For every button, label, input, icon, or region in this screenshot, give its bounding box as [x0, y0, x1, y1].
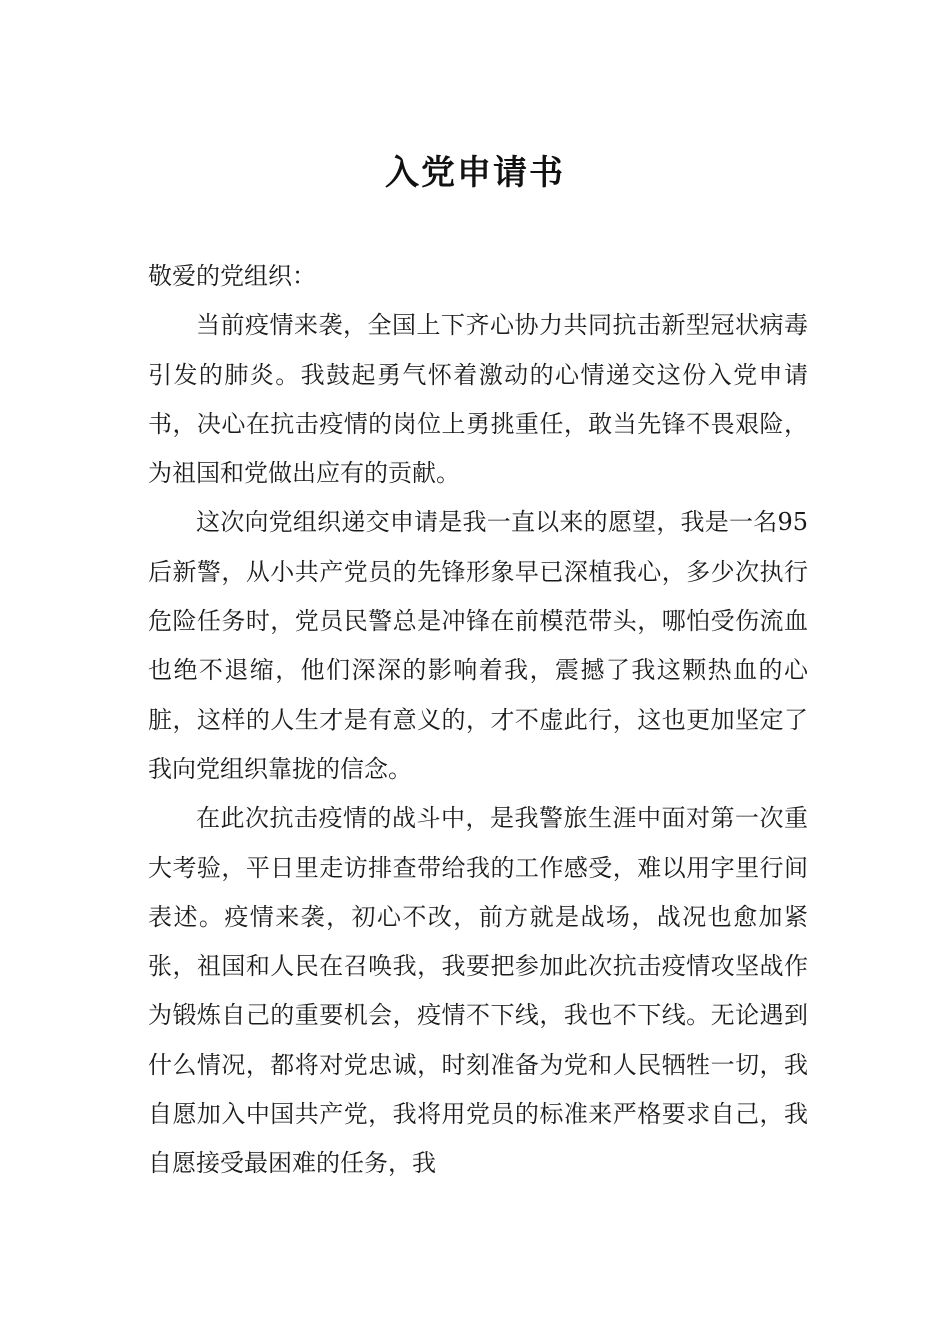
paragraph: 这次向党组织递交申请是我一直以来的愿望，我是一名95后新警，从小共产党员的先锋形象早已深植我心，多少次执行危险任务时，党员民警总是冲锋在前模范带头，哪怕受伤流血也绝不退缩，他们深深的影响着我，震撼了我这颗热血的心脏，这样的人生才是有意义的，才不虚此行，这也更加坚定了我向党组织靠拢的信念。: [148, 508, 808, 783]
document-body: [148, 252, 808, 1189]
salutation: 敬爱的党组织：: [148, 262, 316, 290]
paragraph: 当前疫情来袭，全国上下齐心协力共同抗击新型冠状病毒引发的肺炎。我鼓起勇气怀着激动的心情递交这份入党申请书，决心在抗击疫情的岗位上勇挑重任，敢当先锋不畏艰险，为祖国和党做出应有的贡献。: [148, 311, 808, 488]
paragraph: 在此次抗击疫情的战斗中，是我警旅生涯中面对第一次重大考验，平日里走访排查带给我的工作感受，难以用字里行间表述。疫情来袭，初心不改，前方就是战场，战况也愈加紧张，祖国和人民在召唤我，我要把参加此次抗击疫情攻坚战作为锻炼自己的重要机会，疫情不下线，我也不下线。无论遇到什么情况，都将对党忠诚，时刻准备为党和人民牺牲一切，我自愿加入中国共产党，我将用党员的标准来严格要求自己，我自愿接受最困难的任务，我: [148, 804, 808, 1178]
document-title: 入党申请书: [385, 153, 565, 193]
